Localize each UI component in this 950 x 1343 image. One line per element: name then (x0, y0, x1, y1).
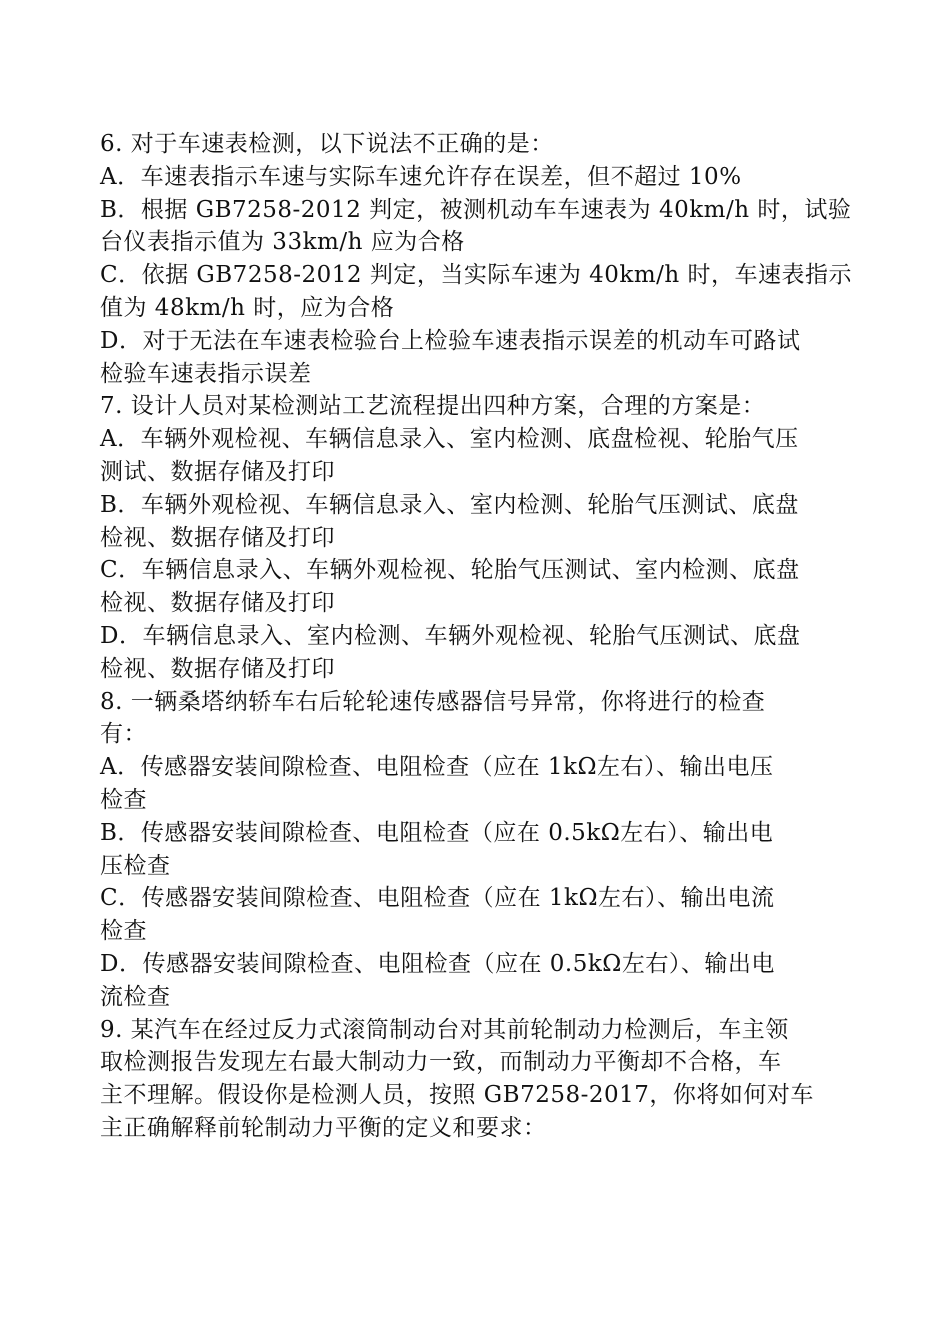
q8-option-d-line1: D．传感器安装间隙检查、电阻检查（应在 0.5kΩ左右）、输出电 (100, 950, 775, 977)
q8-option-d-line2: 流检查 (100, 983, 171, 1010)
q6-option-b-line2: 台仪表指示值为 33km/h 应为合格 (100, 229, 465, 256)
q8-option-b-line2: 压检查 (100, 852, 171, 879)
q8-stem-line1: 8. 一辆桑塔纳轿车右后轮轮速传感器信号异常，你将进行的检查 (100, 688, 766, 715)
q9-stem-line1: 9. 某汽车在经过反力式滚筒制动台对其前轮制动力检测后，车主领 (100, 1016, 789, 1043)
q8-option-a-line1: A．传感器安装间隙检查、电阻检查（应在 1kΩ左右）、输出电压 (100, 754, 774, 781)
q6-option-a: A．车速表指示车速与实际车速允许存在误差，但不超过 10% (100, 163, 742, 190)
q6-option-b-line1: B．根据 GB7258-2012 判定，被测机动车车速表为 40km/h 时，试验 (100, 196, 852, 223)
q8-option-c-line1: C．传感器安装间隙检查、电阻检查（应在 1kΩ左右）、输出电流 (100, 885, 775, 912)
q8-stem-line2: 有： (100, 721, 147, 748)
q7-stem: 7. 设计人员对某检测站工艺流程提出四种方案，合理的方案是： (100, 393, 766, 420)
q9-stem-line2: 取检测报告发现左右最大制动力一致，而制动力平衡却不合格，车 (100, 1049, 782, 1076)
q6-option-d-line2: 检验车速表指示误差 (100, 360, 312, 387)
q6-stem: 6. 对于车速表检测，以下说法不正确的是： (100, 131, 554, 157)
q6-option-c-line2: 值为 48km/h 时，应为合格 (100, 294, 395, 321)
q6-option-c-line1: C．依据 GB7258-2012 判定，当实际车速为 40km/h 时，车速表指示 (100, 262, 853, 289)
q7-option-c-line2: 检视、数据存储及打印 (100, 590, 335, 617)
document-body (100, 128, 860, 1145)
q7-option-d-line1: D．车辆信息录入、室内检测、车辆外观检视、轮胎气压测试、底盘 (100, 622, 801, 649)
q7-option-b-line1: B．车辆外观检视、车辆信息录入、室内检测、轮胎气压测试、底盘 (100, 491, 799, 518)
q8-option-b-line1: B．传感器安装间隙检查、电阻检查（应在 0.5kΩ左右）、输出电 (100, 819, 774, 846)
q9-stem-line4: 主正确解释前轮制动力平衡的定义和要求： (100, 1114, 547, 1141)
q7-option-a-line2: 测试、数据存储及打印 (100, 458, 335, 485)
q9-stem-line3: 主不理解。假设你是检测人员，按照 GB7258-2017，你将如何对车 (100, 1082, 814, 1109)
q7-option-b-line2: 检视、数据存储及打印 (100, 524, 335, 551)
q7-option-a-line1: A．车辆外观检视、车辆信息录入、室内检测、底盘检视、轮胎气压 (100, 426, 799, 453)
q7-option-d-line2: 检视、数据存储及打印 (100, 655, 335, 682)
q8-option-a-line2: 检查 (100, 786, 147, 813)
q8-option-c-line2: 检查 (100, 918, 147, 945)
q7-option-c-line1: C．车辆信息录入、车辆外观检视、轮胎气压测试、室内检测、底盘 (100, 557, 800, 584)
q6-option-d-line1: D．对于无法在车速表检验台上检验车速表指示误差的机动车可路试 (100, 327, 801, 354)
